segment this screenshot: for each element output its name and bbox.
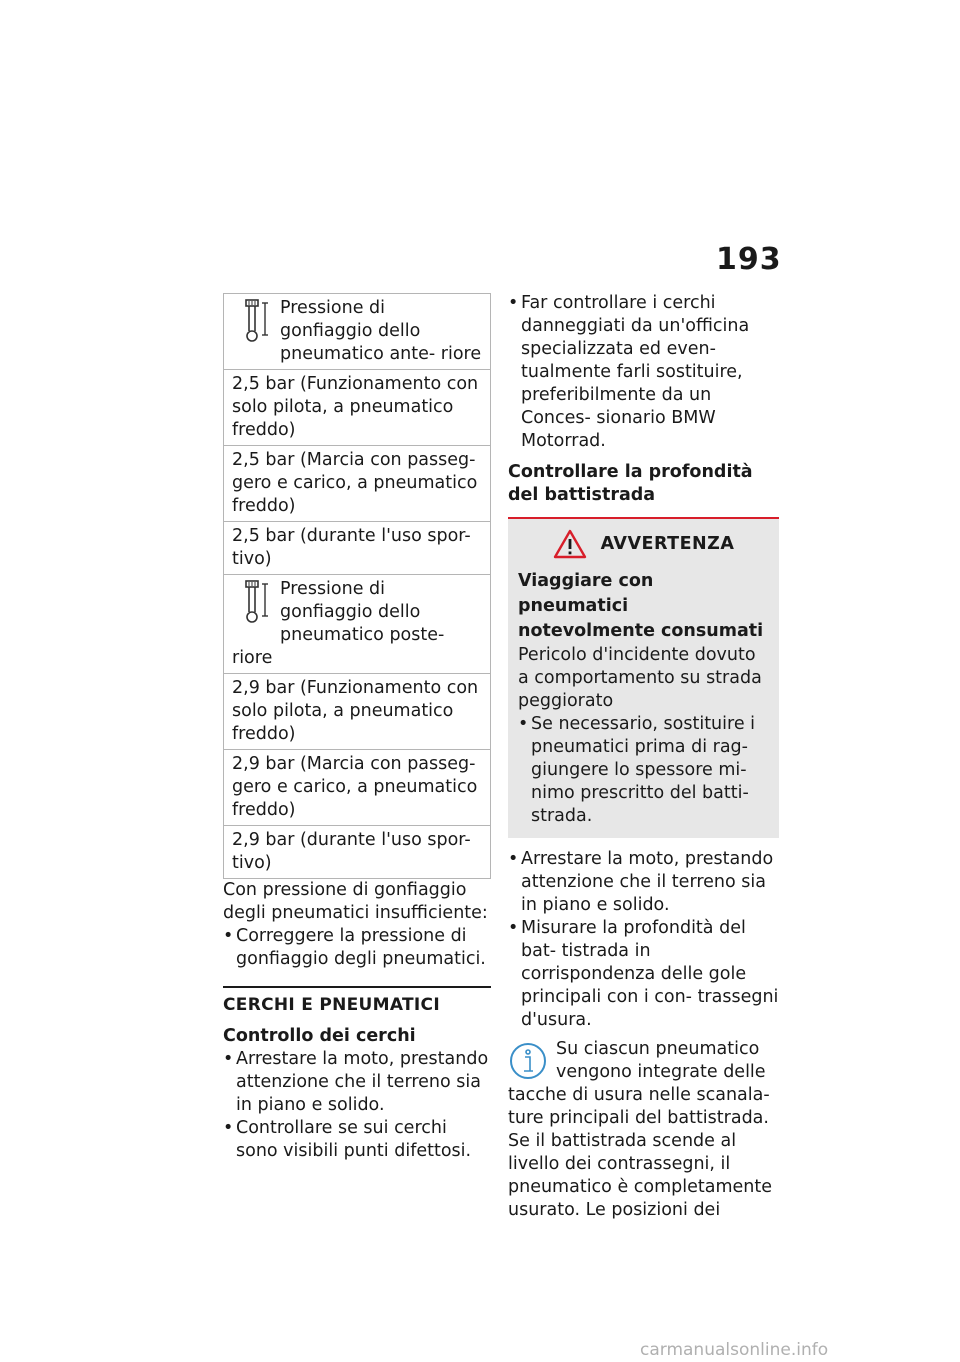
insufficient-bullets [223, 925, 491, 971]
insufficient-pressure-text: Con pressione di gonfiaggio degli pneumatici insufficiente: [223, 880, 488, 923]
warning-bullets [518, 713, 769, 828]
list-item: • Far controllare i cerchi danneggiati da un'officina specializzata ed even- tualmente farli sostituire, preferibilmente da un Conces- sionario BMW Motorrad. [508, 292, 779, 453]
list-item: • Correggere la pressione di gonfiaggio degli pneumatici. [223, 925, 491, 971]
front-pressure-title: Pressione di gonfiaggio dello pneumatico ante- riore [280, 298, 482, 364]
page-number: 193 [716, 242, 782, 277]
warning-text: Pericolo d'incidente dovuto a comportamento su strada peggiorato [518, 645, 762, 711]
front-pressure-row: 2,5 bar (durante l'uso spor- tivo) [224, 522, 491, 575]
rear-pressure-row: 2,9 bar (Funzionamento con solo pilota, a pneumatico freddo) [224, 674, 491, 750]
list-item: • Arrestare la moto, prestando attenzione che il terreno sia in piano e solido. [508, 848, 779, 917]
warning-title-row [518, 529, 769, 559]
section-title: CERCHI E PNEUMATICI [223, 986, 491, 1017]
list-item: • Controllare se sui cerchi sono visibili punti difettosi. [223, 1117, 491, 1163]
tire-gauge-icon [238, 297, 272, 345]
list-item: • Misurare la profondità del bat- tistrada in corrispondenza delle gole principali con i con- trassegni d'usura. [508, 917, 779, 1032]
rear-pressure-row: 2,9 bar (Marcia con passeg- gero e carico, a pneumatico freddo) [224, 750, 491, 826]
warning-title: AVVERTENZA [600, 533, 735, 554]
tire-gauge-icon [238, 578, 272, 626]
right-column [508, 292, 779, 1222]
rear-pressure-header [224, 575, 491, 674]
rim-check-bullets [223, 1048, 491, 1163]
watermark: carmanualsonline.info [640, 1340, 829, 1360]
warning-heading: Viaggiare con pneumatici notevolmente consumati [518, 571, 764, 641]
front-pressure-table [223, 293, 491, 879]
front-pressure-header [224, 294, 491, 370]
info-icon [508, 1041, 548, 1081]
warning-triangle-icon [553, 529, 587, 559]
tread-depth-heading: Controllare la profondità del battistrada [508, 462, 753, 505]
front-pressure-row: 2,5 bar (Funzionamento con solo pilota, a pneumatico freddo) [224, 370, 491, 446]
tread-depth-bullets [508, 848, 779, 1032]
info-note [508, 1038, 779, 1222]
list-item: • Arrestare la moto, prestando attenzione che il terreno sia in piano e solido. [223, 1048, 491, 1117]
rim-repair-bullets [508, 292, 779, 453]
rear-pressure-title: Pressione di gonfiaggio dello pneumatico poste- riore [232, 579, 445, 668]
info-text: Su ciascun pneumatico vengono integrate delle tacche di usura nelle scanala- ture principali del battistrada. Se il battistrada scende al livello dei contrassegni, il pneumatico è completamente usurato. Le posizioni dei [508, 1039, 773, 1220]
list-item: • Se necessario, sostituire i pneumatici prima di rag- giungere lo spessore mi- nimo prescritto del batti- strada. [518, 713, 769, 828]
left-column [223, 293, 491, 1163]
rear-pressure-row: 2,9 bar (durante l'uso spor- tivo) [224, 826, 491, 879]
front-pressure-row: 2,5 bar (Marcia con passeg- gero e carico, a pneumatico freddo) [224, 446, 491, 522]
warning-box [508, 517, 779, 838]
rim-check-heading: Controllo dei cerchi [223, 1026, 416, 1046]
